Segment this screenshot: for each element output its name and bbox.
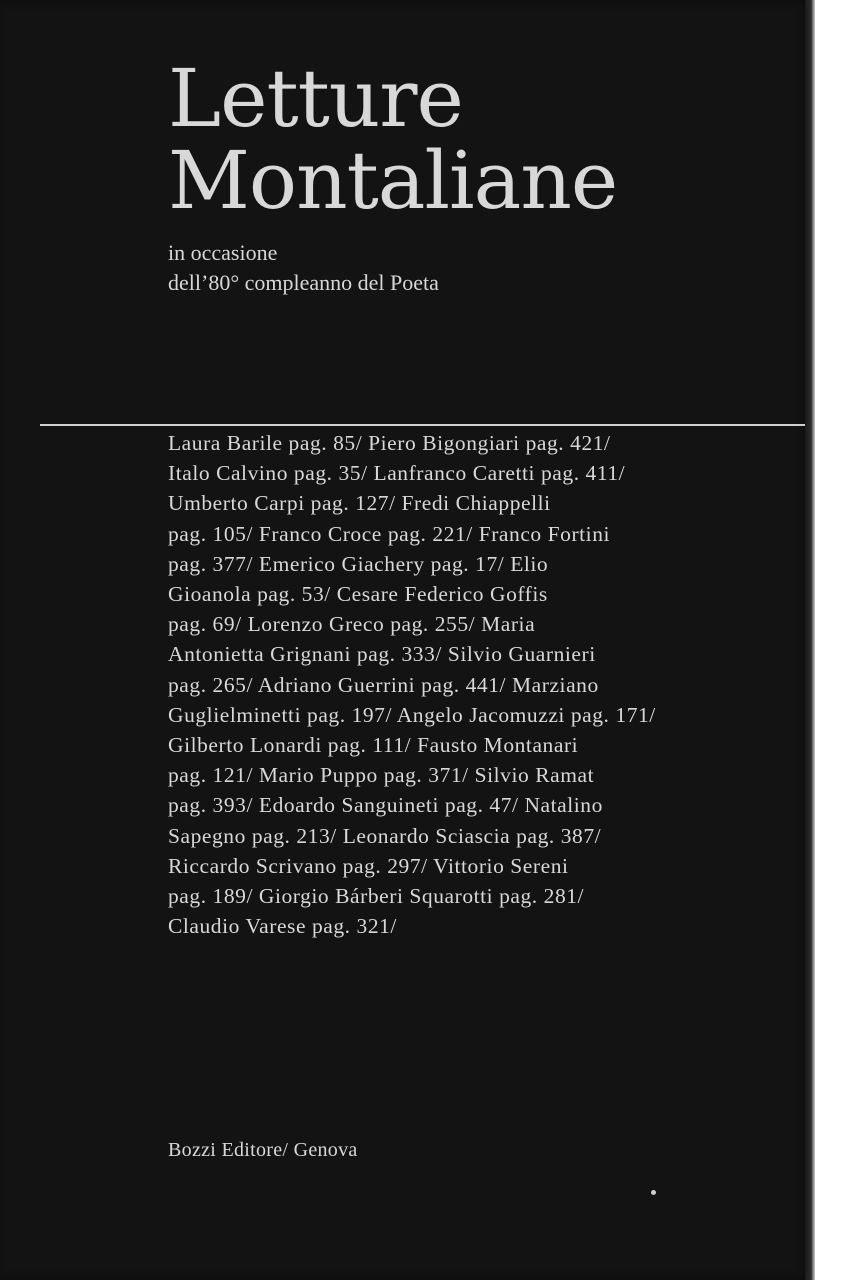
publisher-imprint: Bozzi Editore/ Genova (168, 1139, 358, 1161)
contributors-line: Riccardo Scrivano pag. 297/ Vittorio Sereni (168, 853, 569, 878)
contributors-line: pag. 189/ Giorgio Bárberi Squarotti pag. 281/ (168, 884, 585, 909)
contributors-list (168, 428, 768, 941)
contributors-line: Umberto Carpi pag. 127/ Fredi Chiappelli (168, 491, 551, 516)
contributors-line: pag. 69/ Lorenzo Greco pag. 255/ Maria (168, 612, 536, 637)
cover-title (168, 52, 618, 227)
contributors-line: pag. 105/ Franco Croce pag. 221/ Franco Fortini (168, 521, 611, 546)
divider-line (40, 424, 806, 426)
contributors-line: pag. 265/ Adriano Guerrini pag. 441/ Marziano (168, 672, 599, 697)
cover-speck (651, 1190, 656, 1195)
contributors-line: Claudio Varese pag. 321/ (168, 914, 397, 939)
cover-subtitle (168, 238, 439, 298)
cover-right-edge (805, 0, 815, 1280)
contributors-line: Antonietta Grignani pag. 333/ Silvio Guarnieri (168, 642, 596, 667)
contributors-line: pag. 377/ Emerico Giachery pag. 17/ Elio (168, 551, 549, 576)
contributors-line: Laura Barile pag. 85/ Piero Bigongiari pag. 421/ (168, 431, 611, 455)
subtitle-line-1: in occasione (168, 240, 278, 265)
title-line-1: Letture (168, 52, 463, 145)
subtitle-line-2: dell’80° compleanno del Poeta (168, 270, 439, 295)
contributors-line: Gilberto Lonardi pag. 111/ Fausto Montanari (168, 733, 579, 758)
contributors-line: Italo Calvino pag. 35/ Lanfranco Caretti pag. 411/ (168, 461, 626, 486)
contributors-line: Gioanola pag. 53/ Cesare Federico Goffis (168, 582, 548, 607)
contributors-line: pag. 393/ Edoardo Sanguineti pag. 47/ Natalino (168, 793, 603, 818)
contributors-line: Guglielminetti pag. 197/ Angelo Jacomuzzi pag. 171/ (168, 702, 656, 727)
title-line-2: Montaliane (168, 134, 618, 227)
contributors-line: pag. 121/ Mario Puppo pag. 371/ Silvio Ramat (168, 763, 595, 788)
contributors-line: Sapegno pag. 213/ Leonardo Sciascia pag. 387/ (168, 823, 602, 848)
